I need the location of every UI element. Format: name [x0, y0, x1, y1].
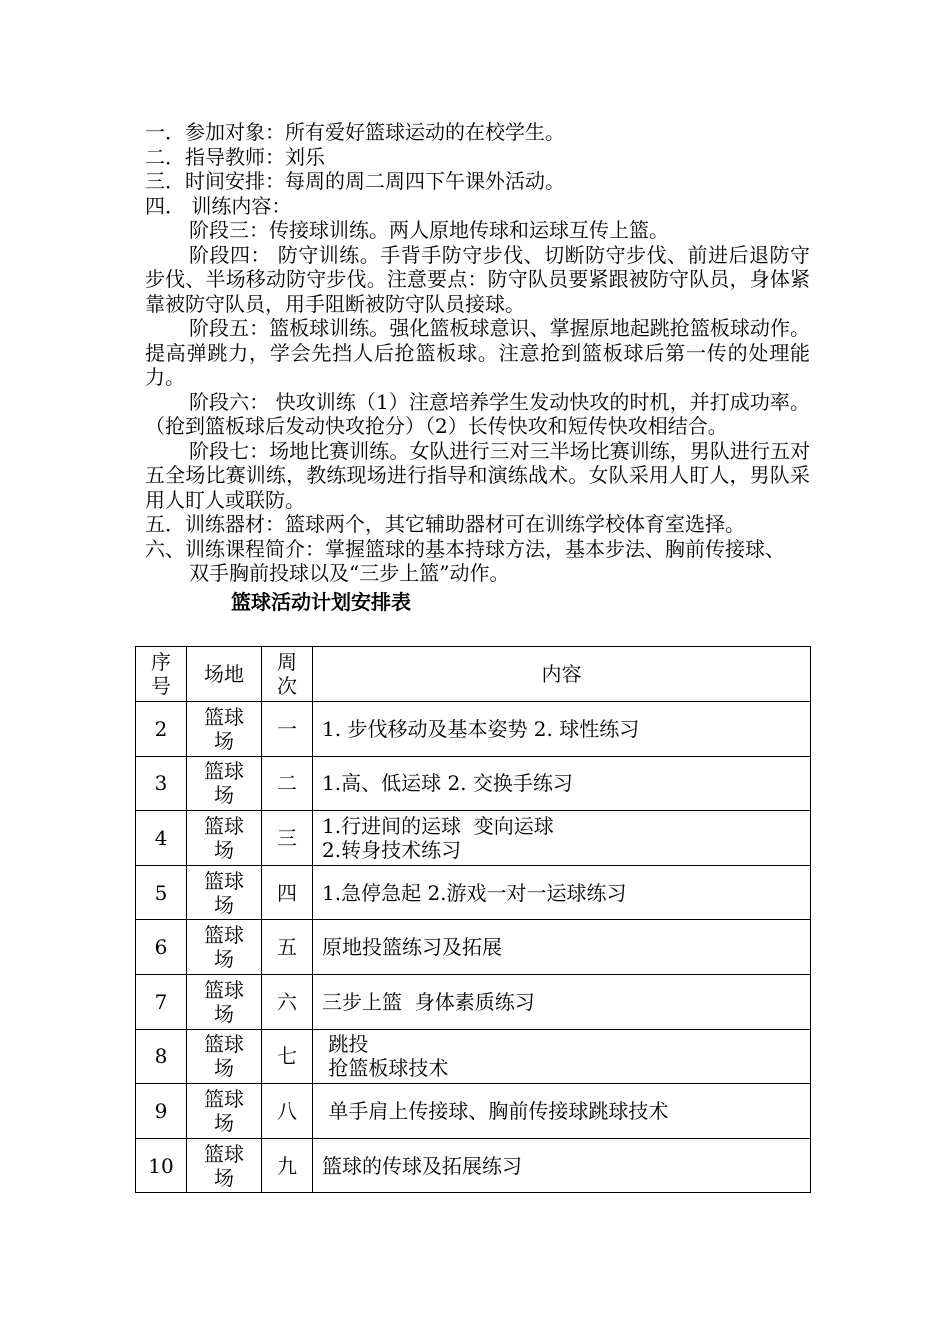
row-content: 跳投 抢篮板球技术: [313, 1029, 811, 1084]
table-row: [136, 1029, 811, 1084]
table-header-row: [136, 647, 811, 702]
table-row: [136, 974, 811, 1029]
row-number: 5: [136, 865, 187, 920]
row-week: 五: [262, 920, 313, 975]
row-number: 3: [136, 756, 187, 811]
document-body: [145, 120, 810, 615]
stage-5-paragraph: 阶段五：篮板球训练。强化篮板球意识、掌握原地起跳抢篮板球动作。提高弹跳力，学会先挡人后抢篮板球。注意抢到篮板球后第一传的处理能力。: [145, 316, 810, 389]
row-number: 4: [136, 811, 187, 866]
row-week: 一: [262, 702, 313, 757]
stage-3-paragraph: 阶段三：传接球训练。两人原地传球和运球互传上篮。: [189, 218, 669, 242]
schedule-line: 三．时间安排：每周的周二周四下午课外活动。: [145, 169, 565, 193]
schedule-table: [135, 646, 811, 1193]
row-venue: 篮球 场: [187, 1084, 262, 1139]
row-week: 四: [262, 865, 313, 920]
participants-line: 一．参加对象：所有爱好篮球运动的在校学生。: [145, 120, 565, 144]
row-number: 2: [136, 702, 187, 757]
row-number: 10: [136, 1138, 187, 1193]
row-week: 六: [262, 974, 313, 1029]
row-content: 篮球的传球及拓展练习: [313, 1138, 811, 1193]
row-content: 三步上篮 身体素质练习: [313, 974, 811, 1029]
row-week: 八: [262, 1084, 313, 1139]
row-content: 1. 步伐移动及基本姿势 2. 球性练习: [313, 702, 811, 757]
table-title: 篮球活动计划安排表: [231, 589, 411, 614]
row-week: 三: [262, 811, 313, 866]
row-venue: 篮球 场: [187, 865, 262, 920]
row-venue: 篮球 场: [187, 920, 262, 975]
table-row: [136, 1084, 811, 1139]
equipment-line: 五．训练器材：篮球两个，其它辅助器材可在训练学校体育室选择。: [145, 512, 745, 536]
row-venue: 篮球 场: [187, 1138, 262, 1193]
header-venue: 场地: [187, 647, 262, 702]
row-venue: 篮球 场: [187, 974, 262, 1029]
stage-7-paragraph: 阶段七：场地比赛训练。女队进行三对三半场比赛训练，男队进行五对五全场比赛训练，教练现场进行指导和演练战术。女队采用人盯人，男队采用人盯人或联防。: [145, 438, 810, 512]
row-number: 7: [136, 974, 187, 1029]
stage-4-paragraph: 阶段四： 防守训练。手背手防守步伐、切断防守步伐、前进后退防守步伐、半场移动防守步伐。注意要点：防守队员要紧跟被防守队员，身体紧靠被防守队员，用手阻断被防守队员接球。: [145, 242, 810, 316]
table-row: [136, 920, 811, 975]
course-intro-continuation: 双手胸前投球以及“三步上篮”动作。: [189, 561, 510, 585]
table-row: [136, 811, 811, 866]
row-venue: 篮球 场: [187, 702, 262, 757]
row-content: 原地投篮练习及拓展: [313, 920, 811, 975]
row-content: 1.行进间的运球 变向运球 2.转身技术练习: [313, 811, 811, 866]
training-content-heading: 四． 训练内容：: [145, 193, 292, 218]
table-row: [136, 865, 811, 920]
row-venue: 篮球 场: [187, 1029, 262, 1084]
row-week: 九: [262, 1138, 313, 1193]
instructor-line: 二．指导教师：刘乐: [145, 144, 325, 169]
header-number: 序 号: [136, 647, 187, 702]
row-number: 9: [136, 1084, 187, 1139]
course-intro-line: 六、训练课程简介：掌握篮球的基本持球方法，基本步法、胸前传接球、: [145, 536, 785, 561]
row-content: 1.急停急起 2.游戏一对一运球练习: [313, 865, 811, 920]
row-week: 七: [262, 1029, 313, 1084]
row-number: 8: [136, 1029, 187, 1084]
table-row: [136, 702, 811, 757]
row-venue: 篮球 场: [187, 811, 262, 866]
row-content: 1.高、低运球 2. 交换手练习: [313, 756, 811, 811]
row-number: 6: [136, 920, 187, 975]
table-row: [136, 1138, 811, 1193]
row-venue: 篮球 场: [187, 756, 262, 811]
row-content: 单手肩上传接球、胸前传接球跳球技术: [313, 1084, 811, 1139]
table-row: [136, 756, 811, 811]
header-content: 内容: [313, 647, 811, 702]
stage-6-paragraph: 阶段六： 快攻训练（1）注意培养学生发动快攻的时机，并打成功率。（抢到篮板球后发动快攻抢分）（2）长传快攻和短传快攻相结合。: [145, 389, 810, 438]
row-week: 二: [262, 756, 313, 811]
header-week: 周 次: [262, 647, 313, 702]
